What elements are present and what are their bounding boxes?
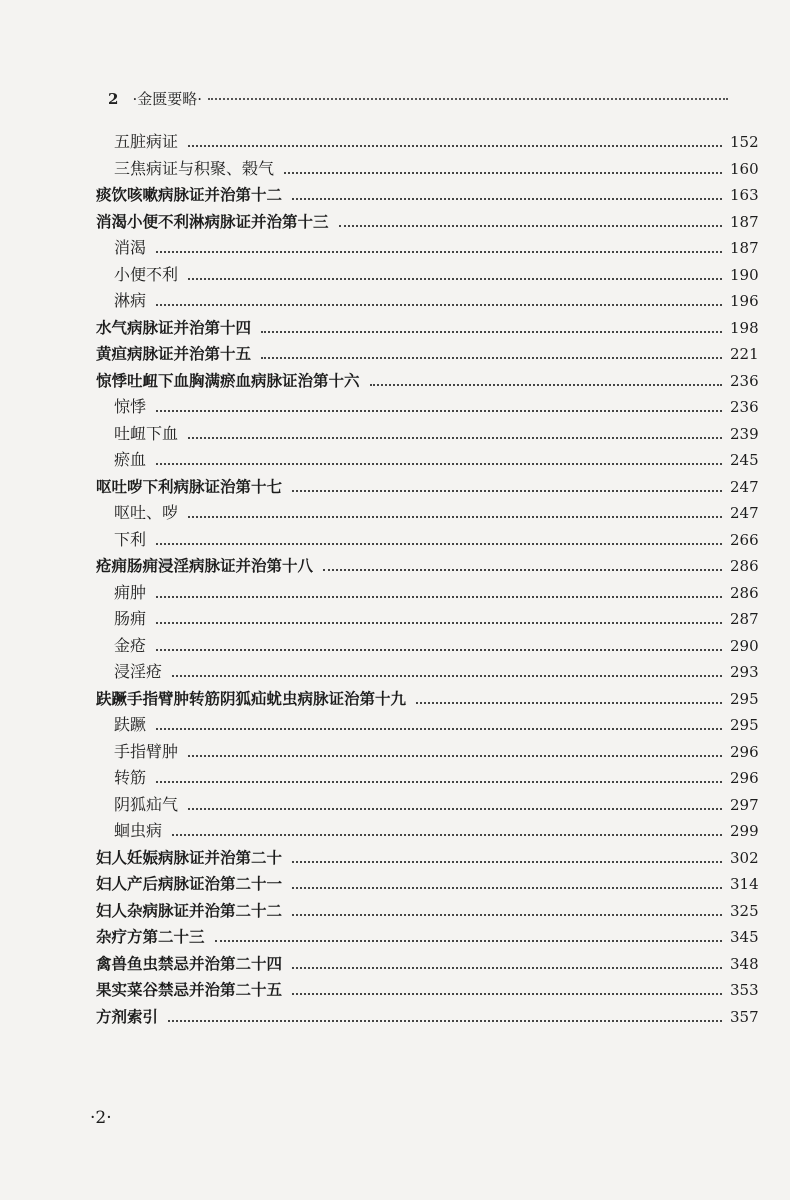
toc-entry[interactable] — [0, 285, 790, 311]
toc-entry-page: 245 — [730, 451, 759, 469]
dot-leader — [172, 675, 722, 677]
dot-leader — [188, 278, 722, 280]
running-head-page-number: 2 — [108, 90, 119, 108]
toc-entry-title: 呕吐、哕 — [114, 503, 179, 522]
toc-entry-title: 下利 — [114, 529, 147, 549]
toc-entry-page: 297 — [730, 795, 759, 814]
toc-entry-title: 痈肿 — [114, 582, 147, 602]
toc-entry[interactable] — [0, 471, 790, 497]
toc-entry-page: 247 — [730, 504, 759, 522]
dot-leader — [261, 357, 722, 359]
dot-leader — [156, 649, 722, 651]
toc-entry-page: 266 — [730, 530, 759, 549]
toc-entry-title: 疮痈肠痈浸淫病脉证并治第十八 — [96, 557, 314, 575]
toc-entry-page: 196 — [730, 292, 759, 310]
toc-entry-page: 190 — [730, 265, 759, 284]
dot-leader — [292, 993, 722, 995]
toc-entry-page: 247 — [730, 477, 759, 496]
dot-leader — [292, 887, 722, 889]
toc-entry[interactable] — [0, 974, 790, 1000]
toc-entry[interactable] — [0, 1001, 790, 1027]
dot-leader — [156, 463, 722, 465]
dot-leader — [156, 622, 722, 624]
toc-entry[interactable] — [0, 868, 790, 894]
dot-leader — [292, 914, 722, 916]
dot-leader — [339, 225, 722, 227]
toc-entry[interactable] — [0, 259, 790, 285]
toc-entry-page: 295 — [730, 716, 759, 734]
toc-entry-title: 痰饮咳嗽病脉证并治第十二 — [96, 186, 283, 204]
toc-entry-title: 浸淫疮 — [114, 662, 163, 681]
dot-leader — [292, 861, 722, 863]
toc-entry[interactable] — [0, 762, 790, 788]
toc-entry[interactable] — [0, 577, 790, 603]
dot-leader — [156, 728, 722, 730]
toc-entry-title: 果实菜谷禁忌并治第二十五 — [96, 981, 283, 999]
toc-entry-page: 295 — [730, 689, 759, 708]
toc-entry-title: 呕吐哕下利病脉证治第十七 — [96, 477, 283, 496]
toc-entry[interactable] — [0, 921, 790, 947]
toc-entry-title: 金疮 — [114, 635, 147, 655]
toc-entry-title: 消渴 — [114, 238, 147, 257]
toc-entry-page: 348 — [730, 954, 759, 973]
toc-entry-page: 296 — [730, 769, 759, 787]
toc-entry[interactable] — [0, 497, 790, 523]
toc-entry-page: 152 — [730, 133, 759, 151]
dot-leader — [156, 596, 722, 598]
toc-entry-title: 小便不利 — [114, 264, 179, 284]
toc-entry-title: 蛔虫病 — [114, 821, 163, 840]
toc-entry-title: 瘀血 — [114, 450, 147, 469]
toc-entry-title: 五脏病证 — [114, 132, 179, 151]
dot-leader — [292, 967, 722, 969]
toc-entry-page: 187 — [730, 239, 759, 257]
toc-entry[interactable] — [0, 895, 790, 921]
toc-entry-title: 水气病脉证并治第十四 — [96, 318, 252, 337]
dot-leader — [261, 331, 722, 333]
toc-entry[interactable] — [0, 524, 790, 550]
toc-entry-title: 肠痈 — [114, 609, 147, 628]
dot-leader — [156, 304, 722, 306]
dot-leader — [292, 198, 722, 200]
toc-entry-title: 妇人杂病脉证并治第二十二 — [96, 901, 283, 920]
dot-leader — [156, 251, 722, 253]
toc-entry-title: 禽兽鱼虫禁忌并治第二十四 — [96, 954, 283, 973]
toc-entry-page: 299 — [730, 822, 759, 840]
toc-entry-page: 236 — [730, 371, 759, 390]
toc-entry[interactable] — [0, 206, 790, 232]
toc-entry-title: 方剂索引 — [96, 1007, 159, 1026]
toc-entry-title: 趺蹶手指臂肿转筋阴狐疝蚘虫病脉证治第十九 — [96, 689, 407, 708]
toc-entry[interactable] — [0, 312, 790, 338]
toc-entry-title: 消渴小便不利淋病脉证并治第十三 — [96, 212, 329, 231]
toc-entry-title: 吐衄下血 — [114, 423, 179, 443]
toc-entry-page: 239 — [730, 424, 759, 443]
toc-entry-page: 293 — [730, 663, 759, 681]
dot-leader — [292, 490, 722, 492]
toc-entry-page: 314 — [730, 875, 759, 893]
toc-entry[interactable] — [0, 418, 790, 444]
toc-entry-title: 惊悸吐衄下血胸满瘀血病脉证治第十六 — [96, 371, 360, 390]
dot-leader — [284, 172, 722, 174]
running-head — [108, 88, 728, 109]
running-head-book-title: ·金匮要略· — [132, 90, 202, 108]
toc-entry-title: 杂疗方第二十三 — [96, 928, 205, 946]
toc-entry[interactable] — [0, 736, 790, 762]
toc-entry-title: 转筋 — [114, 768, 147, 787]
toc-entry[interactable] — [0, 948, 790, 974]
toc-entry-page: 221 — [730, 345, 759, 363]
dot-leader — [188, 755, 722, 757]
toc-entry-page: 353 — [730, 981, 759, 999]
toc-entry[interactable] — [0, 153, 790, 179]
toc-entry[interactable] — [0, 444, 790, 470]
toc-entry-title: 黄疸病脉证并治第十五 — [96, 345, 252, 363]
toc-entry-page: 296 — [730, 742, 759, 761]
dot-leader — [172, 834, 722, 836]
dot-leader — [370, 384, 722, 386]
toc-entry[interactable] — [0, 842, 790, 868]
dot-leader — [416, 702, 722, 704]
dot-leader — [188, 145, 722, 147]
toc-entry-page: 357 — [730, 1007, 759, 1026]
toc-entry-page: 286 — [730, 557, 759, 575]
toc-entry-page: 345 — [730, 928, 759, 946]
toc-entry-page: 187 — [730, 212, 759, 231]
toc-entry[interactable] — [0, 630, 790, 656]
dot-leader — [156, 410, 722, 412]
toc-entry[interactable] — [0, 683, 790, 709]
toc-entry[interactable] — [0, 126, 790, 152]
toc-entry-page: 160 — [730, 159, 759, 178]
toc-entry-page: 287 — [730, 610, 759, 628]
toc-entry-page: 286 — [730, 583, 759, 602]
dot-leader — [215, 940, 722, 942]
toc-entry[interactable] — [0, 709, 790, 735]
dot-leader — [323, 569, 722, 571]
toc-entry[interactable] — [0, 365, 790, 391]
toc-entry-page: 302 — [730, 848, 759, 867]
dot-leader — [156, 543, 722, 545]
folio: ·2· — [90, 1108, 112, 1128]
toc-entry-title: 惊悸 — [114, 397, 147, 416]
toc-entry-page: 236 — [730, 398, 759, 416]
toc-entry[interactable] — [0, 815, 790, 841]
toc-entry[interactable] — [0, 550, 790, 576]
dot-leader — [188, 437, 722, 439]
dot-leader — [188, 808, 722, 810]
toc-entry-title: 趺蹶 — [114, 715, 147, 734]
toc-entry-title: 手指臂肿 — [114, 741, 179, 761]
running-head-rule — [208, 97, 728, 100]
toc-entry-page: 290 — [730, 636, 759, 655]
toc-entry-title: 妇人产后病脉证治第二十一 — [96, 875, 283, 893]
toc-entry-page: 325 — [730, 901, 759, 920]
toc-entry-title: 淋病 — [114, 291, 147, 310]
toc-entry[interactable] — [0, 603, 790, 629]
toc-entry[interactable] — [0, 232, 790, 258]
toc-entry-page: 198 — [730, 318, 759, 337]
dot-leader — [168, 1020, 722, 1022]
toc-entry[interactable] — [0, 179, 790, 205]
toc-entry[interactable] — [0, 656, 790, 682]
dot-leader — [156, 781, 722, 783]
toc-entry-page: 163 — [730, 186, 759, 204]
dot-leader — [188, 516, 722, 518]
toc-entry-title: 阴狐疝气 — [114, 794, 179, 814]
toc-entry-title: 妇人妊娠病脉证并治第二十 — [96, 848, 283, 867]
toc-entry[interactable] — [0, 338, 790, 364]
toc-entry-title: 三焦病证与积聚、榖气 — [114, 158, 275, 178]
toc-entry[interactable] — [0, 789, 790, 815]
toc-entry[interactable] — [0, 391, 790, 417]
